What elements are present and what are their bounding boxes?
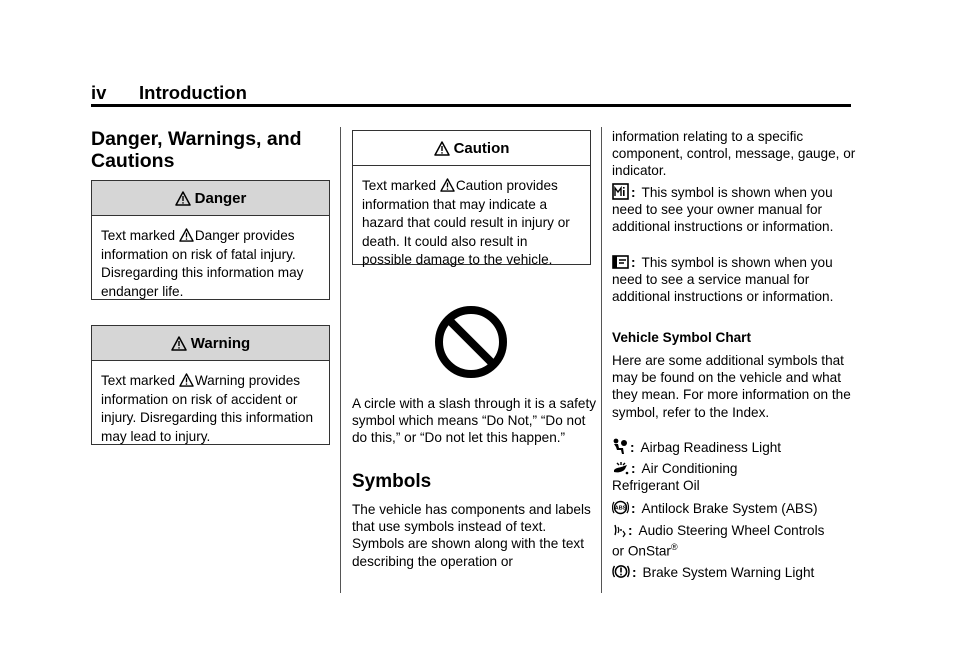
column-divider-1 (340, 127, 341, 593)
chapter-title: Introduction (139, 82, 247, 103)
warning-box-header (92, 326, 329, 361)
caution-inline: Caution provides (455, 178, 558, 193)
service-manual-icon (612, 254, 629, 270)
owner-manual-icon (612, 183, 629, 200)
ac-oil-label-line-1: Air Conditioning (641, 461, 738, 476)
section-title-line-1: Danger, Warnings, and (91, 128, 302, 150)
vehicle-symbol-chart-heading: Vehicle Symbol Chart (612, 330, 752, 345)
symbols-continued-text: information relating to a specific component, control, message, gauge, or indicator. (612, 129, 856, 179)
airbag-icon (612, 438, 628, 455)
warning-lead: Text marked (101, 373, 176, 388)
warning-box (91, 325, 330, 445)
danger-inline: Danger provides (194, 228, 295, 243)
steering-controls-icon (612, 522, 626, 538)
owner-manual-entry: : This symbol is shown when you need to see your owner manual for additional instructions or information. (612, 185, 834, 235)
chart-item-brake-warning: : Brake System Warning Light (612, 563, 857, 581)
danger-box-header (92, 181, 329, 216)
brake-warning-label: Brake System Warning Light (642, 565, 815, 580)
danger-box (91, 180, 330, 300)
danger-body: information on risk of fatal injury. Disregarding this information may endanger life. (101, 246, 304, 299)
brake-warning-icon (612, 563, 630, 580)
caution-box (352, 130, 591, 268)
caution-box-header (353, 131, 590, 166)
danger-title: Danger (194, 189, 247, 207)
warning-triangle-icon (179, 373, 194, 387)
danger-box-body (92, 216, 329, 309)
warning-triangle-icon (179, 228, 194, 242)
ac-oil-label-line-2: Refrigerant Oil (612, 478, 700, 493)
caution-box-body (353, 166, 590, 278)
caution-body: information that may indicate a hazard that could result in injury or death. It could also result in possible damage to the vehicle. (362, 196, 570, 268)
column-divider-2 (601, 127, 602, 593)
section-title-line-2: Cautions (91, 150, 175, 172)
danger-lead: Text marked (101, 228, 176, 243)
warning-body: information on risk of accident or injury. Disregarding this information may lead to injury. (101, 391, 314, 444)
symbols-intro-text: The vehicle has components and labels that use symbols instead of text. Symbols are shown along with the text describing the operation or (352, 502, 591, 569)
header-rule (91, 104, 851, 107)
symbols-continued (612, 128, 857, 180)
circle-slash-description (352, 395, 597, 447)
symbols-heading: Symbols (352, 471, 432, 492)
steering-controls-label-line-1: Audio Steering Wheel Controls (638, 523, 825, 538)
warning-triangle-icon (175, 191, 191, 206)
caution-lead: Text marked (362, 178, 437, 193)
warning-box-body (92, 361, 329, 454)
warning-title: Warning (190, 334, 251, 352)
circle-slash-text: A circle with a slash through it is a safety symbol which means “Do Not,” “Do not do this,” or “Do not let this happen.” (352, 396, 597, 446)
svg-text:ABS: ABS (614, 505, 627, 512)
page-number: iv (91, 82, 107, 103)
warning-triangle-icon (434, 141, 450, 156)
ac-oil-icon (612, 461, 629, 476)
warning-triangle-icon (171, 336, 187, 351)
caution-title: Caution (453, 139, 510, 157)
service-manual-text: This symbol is shown when you need to see a service manual for additional instructions or information. (612, 255, 834, 305)
chart-item-abs: ABS : Antilock Brake System (ABS) (612, 499, 857, 517)
steering-controls-label-line-2: or OnStar (612, 543, 671, 559)
chart-item-steering-controls: : Audio Steering Wheel Controls or OnStar® (612, 523, 825, 559)
symbols-intro (352, 501, 597, 570)
airbag-label: Airbag Readiness Light (640, 440, 782, 455)
service-manual-entry: : This symbol is shown when you need to see a service manual for additional instructions or information. (612, 255, 834, 305)
abs-icon (612, 499, 629, 516)
warning-inline: Warning provides (194, 373, 301, 388)
registered-mark: ® (670, 542, 678, 552)
vehicle-symbol-chart-intro (612, 352, 857, 421)
section-title (91, 128, 302, 172)
page-header (91, 82, 247, 104)
chart-item-airbag: : Airbag Readiness Light (612, 438, 857, 456)
chart-item-ac-oil: : Air Conditioning Refrigerant Oil (612, 461, 738, 493)
circle-slash-icon (432, 303, 510, 381)
owner-manual-text: This symbol is shown when you need to see your owner manual for additional instructions or information. (612, 185, 834, 235)
warning-triangle-icon (440, 178, 455, 192)
vehicle-symbol-chart-intro-text: Here are some additional symbols that may be found on the vehicle and what they mean. For more information on the symbol, refer to the Index. (612, 353, 851, 420)
abs-label: Antilock Brake System (ABS) (641, 501, 818, 516)
